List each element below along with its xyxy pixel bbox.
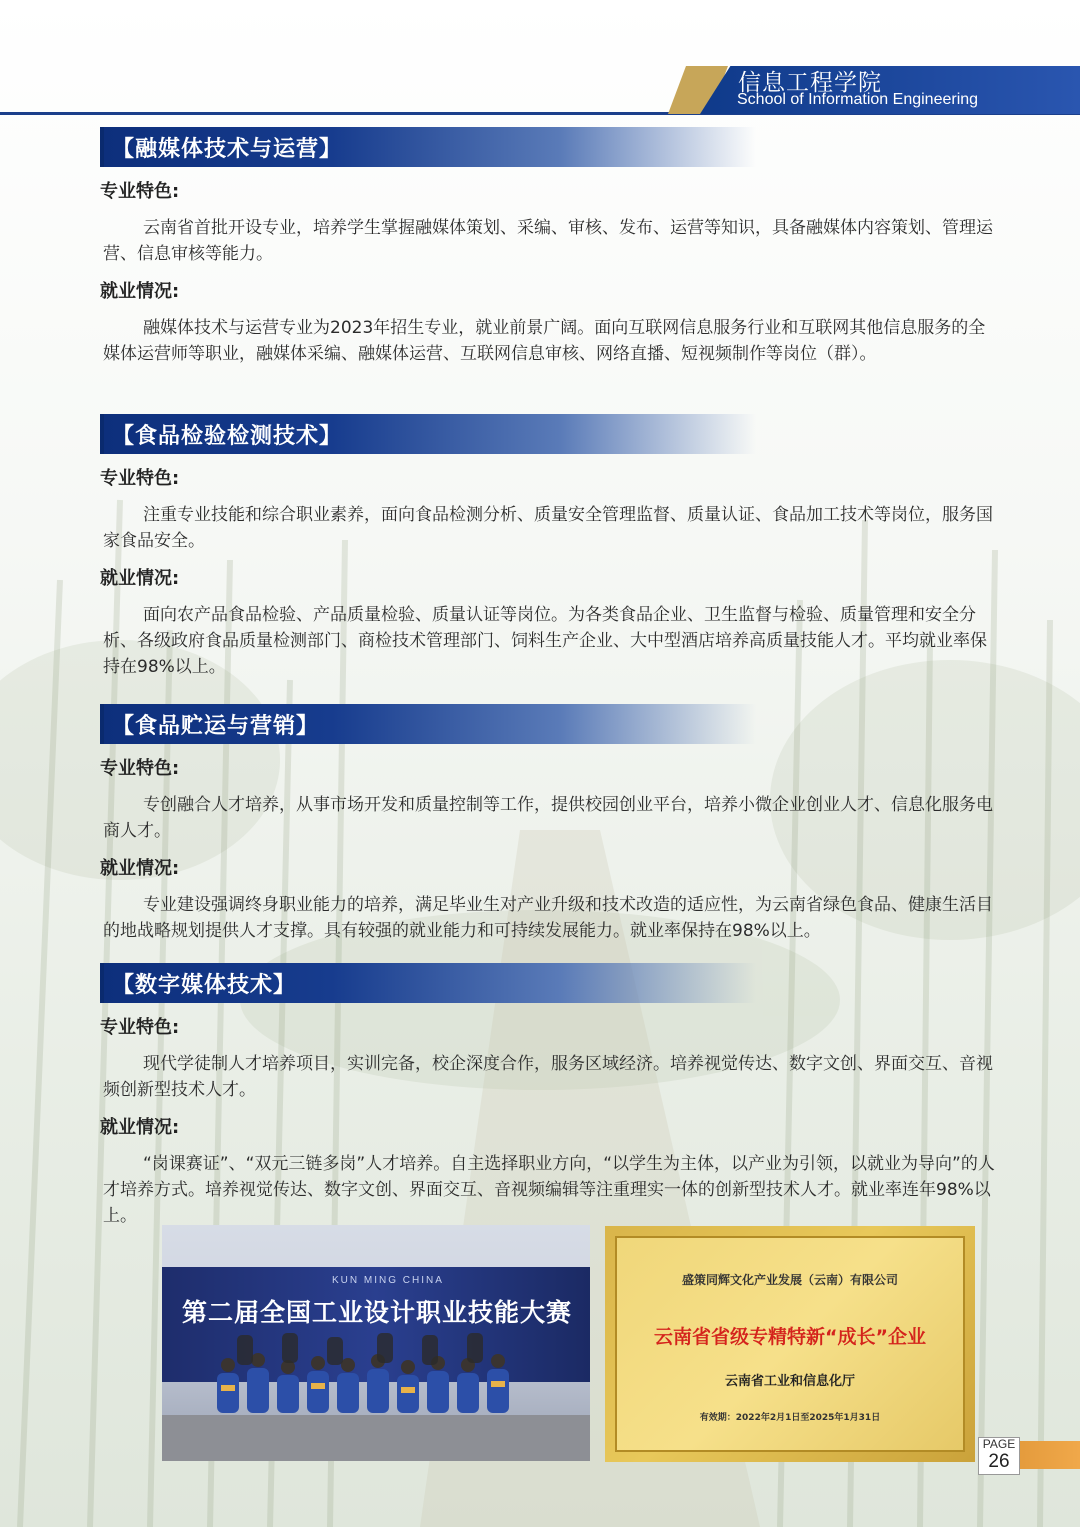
- page-label: PAGE: [982, 1437, 1016, 1451]
- section-title-bar: [100, 127, 756, 167]
- employment-text: 融媒体技术与运营专业为2023年招生专业，就业前景广阔。面向互联网信息服务行业和互联网其他信息服务的全媒体运营师等职业，融媒体采编、融媒体运营、互联网信息审核、网络直播、短视频制作等岗位（群）。: [103, 318, 986, 364]
- section-title-bar: [100, 963, 756, 1003]
- certificate-frame: [615, 1236, 965, 1452]
- certificate-plaque: [605, 1226, 975, 1462]
- certificate-company: 盛策同辉文化产业发展（云南）有限公司: [681, 1273, 898, 1287]
- feature-text: 云南省首批开设专业，培养学生掌握融媒体策划、采编、审核、发布、运营等知识，具备融媒体内容策划、管理运营、信息审核等能力。: [103, 218, 993, 264]
- section-title: 【食品检验检测技术】: [112, 424, 343, 449]
- group-of-people: [207, 1333, 527, 1423]
- certificate-issuer: 云南省工业和信息化厅: [724, 1374, 855, 1389]
- page-number: 26: [988, 1451, 1010, 1472]
- feature-label: 专业特色:: [100, 468, 180, 489]
- section-title: 【数字媒体技术】: [112, 973, 297, 998]
- feature-text: 注重专业技能和综合职业素养，面向食品检测分析、质量安全管理监督、质量认证、食品加工技术等岗位，服务国家食品安全。: [103, 505, 993, 551]
- certificate-validity: 有效期：2022年2月1日至2025年1月31日: [699, 1413, 881, 1423]
- page-header: [0, 0, 1080, 120]
- backdrop-subtitle: KUN MING CHINA: [332, 1275, 444, 1286]
- feature-text: 现代学徒制人才培养项目，实训完备，校企深度合作，服务区域经济。培养视觉传达、数字文创、界面交互、音视频创新型技术人才。: [103, 1054, 993, 1100]
- backdrop-title: 第二届全国工业设计职业技能大赛: [182, 1298, 573, 1327]
- feature-label: 专业特色:: [100, 758, 180, 779]
- feature-label: 专业特色:: [100, 1017, 180, 1038]
- employment-label: 就业情况:: [100, 858, 180, 879]
- employment-label: 就业情况:: [100, 1117, 180, 1138]
- school-title: 信息工程学院: [738, 70, 882, 96]
- section-title: 【食品贮运与营销】: [112, 714, 320, 739]
- section-food-storage: [100, 704, 1000, 950]
- feature-label: 专业特色:: [100, 181, 180, 202]
- section-title: 【融媒体技术与运营】: [112, 137, 343, 162]
- feature-text: 专创融合人才培养，从事市场开发和质量控制等工作，提供校园创业平台，培养小微企业创业人才、信息化服务电商人才。: [103, 795, 993, 841]
- section-food-testing: [100, 414, 1000, 686]
- employment-text: 面向农产品食品检验、产品质量检验、质量认证等岗位。为各类食品企业、卫生监督与检验、质量管理和安全分析、各级政府食品质量检测部门、商检技术管理部门、饲料生产企业、大中型酒店培养高质量技能人才。平均就业率保持在98%以上。: [103, 605, 987, 677]
- page-number-strip: [1018, 1441, 1080, 1469]
- certificate-title: 云南省省级专精特新“成长”企业: [654, 1326, 926, 1348]
- employment-label: 就业情况:: [100, 281, 180, 302]
- section-title-bar: [100, 704, 756, 744]
- competition-photo: [162, 1225, 590, 1461]
- section-title-bar: [100, 414, 756, 454]
- employment-label: 就业情况:: [100, 568, 180, 589]
- page-number-box: [978, 1437, 1020, 1475]
- section-digital-media: [100, 963, 1000, 1235]
- employment-text: “岗课赛证”、“双元三链多岗”人才培养。自主选择职业方向，“以学生为主体，以产业为引领，以就业为导向”的人才培养方式。培养视觉传达、数字文创、界面交互、音视频编辑等注重理实一体的创新型技术人才。就业率连年98%以上。: [103, 1154, 995, 1226]
- employment-text: 专业建设强调终身职业能力的培养，满足毕业生对产业升级和技术改造的适应性，为云南省绿色食品、健康生活目的地战略规划提供人才支撑。具有较强的就业能力和可持续发展能力。就业率保持在98%以上。: [103, 895, 993, 941]
- section-media-tech: [100, 127, 1000, 373]
- school-subtitle: School of Information Engineering: [737, 91, 979, 108]
